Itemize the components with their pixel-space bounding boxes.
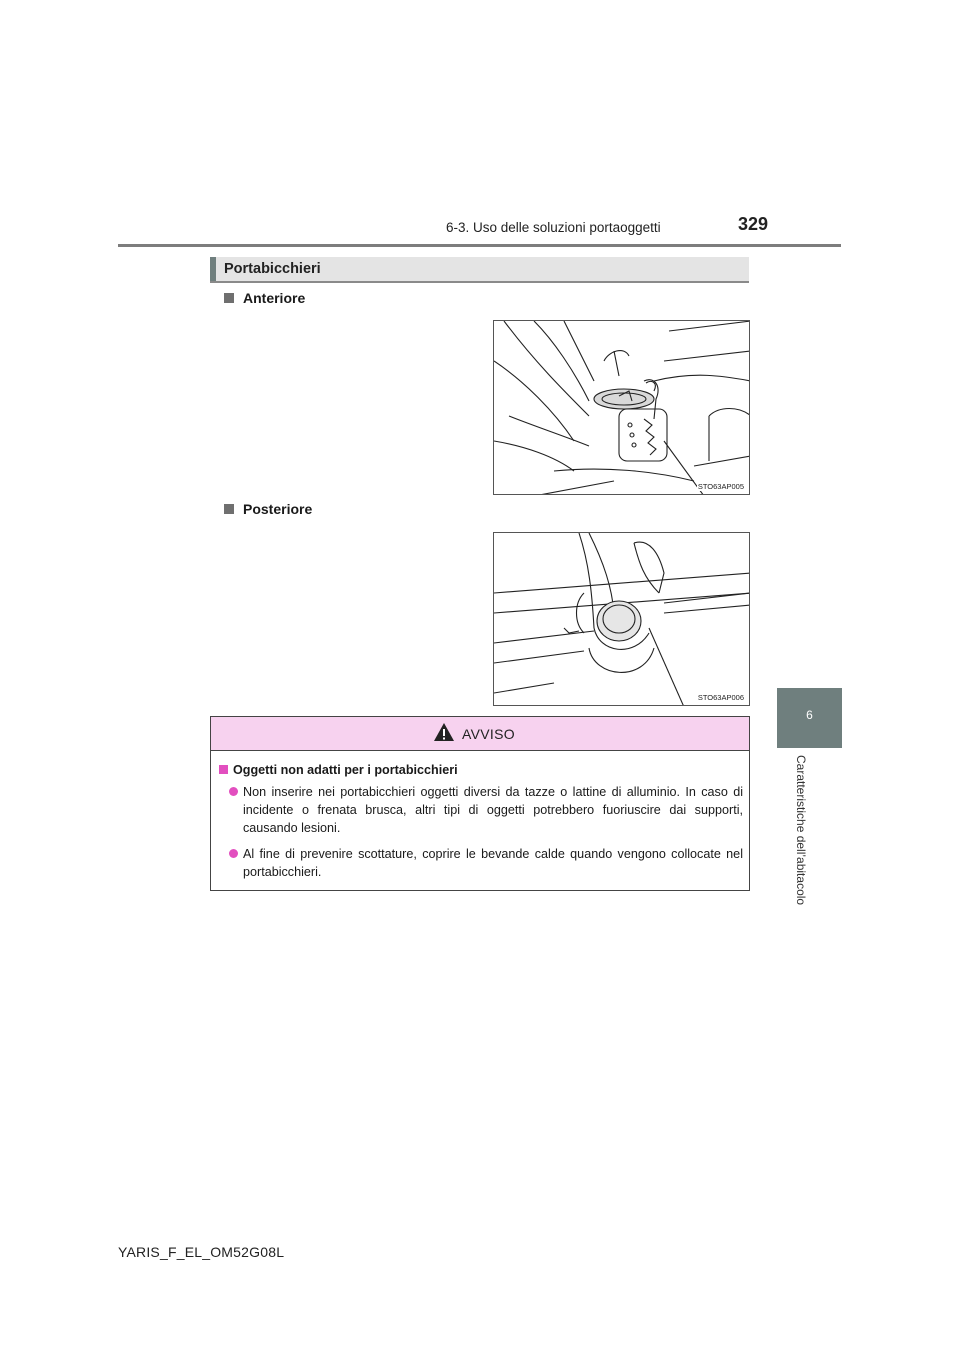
subheading-front bbox=[224, 290, 305, 306]
document-code: YARIS_F_EL_OM52G08L bbox=[118, 1244, 285, 1260]
chapter-label: Caratteristiche dell’abitacolo bbox=[794, 755, 808, 906]
warning-body bbox=[219, 761, 743, 889]
subheading-rear bbox=[224, 501, 312, 517]
warning-bullet bbox=[219, 845, 743, 881]
section-accent bbox=[210, 257, 216, 281]
round-bullet-icon bbox=[229, 787, 238, 796]
front-cupholder-illustration bbox=[493, 320, 750, 495]
round-bullet-icon bbox=[229, 849, 238, 858]
subheading-rear-label: Posteriore bbox=[243, 501, 313, 517]
chapter-tab bbox=[777, 688, 842, 748]
rear-image-code: STO63AP006 bbox=[697, 693, 744, 702]
warning-bullet-text: Al fine di prevenire scottature, coprire le bevande calde quando vengono collocate nel portabicchieri. bbox=[243, 847, 743, 879]
section-heading bbox=[210, 257, 749, 283]
warning-subheading bbox=[219, 761, 743, 779]
square-bullet-icon bbox=[219, 765, 228, 774]
warning-header bbox=[211, 717, 749, 751]
square-bullet-icon bbox=[224, 293, 234, 303]
subheading-front-label: Anteriore bbox=[243, 290, 306, 306]
warning-bullet bbox=[219, 783, 743, 837]
square-bullet-icon bbox=[224, 504, 234, 514]
section-title: Portabicchieri bbox=[224, 261, 321, 277]
warning-bullet-text: Non inserire nei portabicchieri oggetti diversi da tazze o lattine di alluminio. In caso di incidente o frenata brusca, altri tipi di oggetti potrebbero fuoriuscire dai supporti, causando lesioni. bbox=[243, 785, 743, 835]
rear-cupholder-illustration bbox=[493, 532, 750, 706]
header-divider bbox=[118, 244, 841, 247]
page-number: 329 bbox=[738, 214, 769, 234]
warning-triangle-icon bbox=[433, 722, 455, 742]
chapter-number: 6 bbox=[806, 708, 813, 722]
warning-title: AVVISO bbox=[462, 726, 515, 742]
front-image-code: STO63AP005 bbox=[697, 482, 744, 491]
warning-box bbox=[210, 716, 750, 891]
header-section-title: 6-3. Uso delle soluzioni portaoggetti bbox=[446, 220, 661, 235]
warning-subheading-text: Oggetti non adatti per i portabicchieri bbox=[233, 763, 458, 777]
